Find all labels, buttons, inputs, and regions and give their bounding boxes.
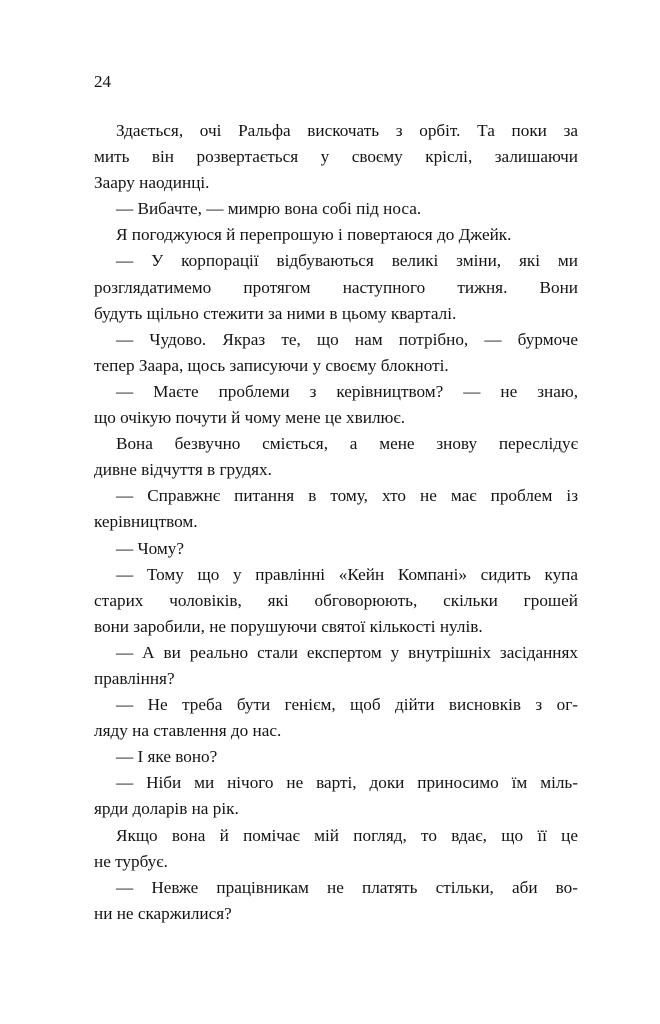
text-line: Вона безвучно сміється, а мене знову переслідує	[116, 434, 578, 454]
text-line: ярди доларів на рік.	[94, 799, 239, 819]
body-text	[94, 118, 578, 927]
text-line: — Ніби ми нічого не варті, доки приносимо їм міль-	[116, 773, 578, 793]
text-line: — Тому що у правлінні «Кейн Компані» сидить купа	[116, 564, 578, 584]
text-line: — У корпорації відбуваються великі зміни, які ми	[116, 251, 578, 271]
text-line: тепер Заара, щось записуючи у своєму блокноті.	[94, 355, 449, 375]
text-line: — А ви реально стали експертом у внутрішніх засіданнях	[116, 642, 578, 662]
text-line: Заару наодинці.	[94, 173, 210, 193]
text-line: ни не скаржилися?	[94, 903, 232, 923]
text-line: розглядатимемо протягом наступного тижня. Вони	[94, 277, 578, 297]
text-line: — Маєте проблеми з керівництвом? — не знаю,	[116, 381, 578, 401]
text-line: дивне відчуття в грудях.	[94, 460, 272, 480]
text-line: мить він розвертається у своєму кріслі, залишаючи	[94, 147, 578, 167]
text-line: будуть щільно стежити за ними в цьому кварталі.	[94, 303, 457, 323]
text-line: що очікую почути й чому мене це хвилює.	[94, 408, 406, 428]
text-line: вони заробили, не порушуючи святої кількості нулів.	[94, 616, 483, 636]
text-line: — Невже працівникам не платять стільки, аби во-	[116, 877, 578, 897]
text-line: — Вибачте, — мимрю вона собі під носа.	[116, 199, 422, 219]
text-line: старих чоловіків, які обговорюють, скільки грошей	[94, 590, 578, 610]
text-line: Здається, очі Ральфа вискочать з орбіт. Та поки за	[116, 121, 578, 140]
text-line: — Чому?	[116, 538, 185, 558]
page-number: 24	[94, 72, 111, 91]
text-line: правління?	[94, 668, 175, 688]
text-line: — Чудово. Якраз те, що нам потрібно, — бурмоче	[116, 329, 578, 349]
text-line: керівництвом.	[94, 512, 198, 532]
text-line: — Справжнє питання в тому, хто не має проблем із	[116, 486, 578, 506]
text-line: Я погоджуюся й перепрошую і повертаюся до Джейк.	[116, 225, 512, 245]
text-line: — Не треба бути генієм, щоб дійти висновків з ог-	[116, 695, 578, 715]
text-line: — І яке воно?	[116, 747, 218, 767]
text-line: ляду на ставлення до нас.	[94, 721, 282, 741]
text-line: Якщо вона й помічає мій погляд, то вдає, що її це	[116, 825, 578, 845]
text-line: не турбує.	[94, 851, 168, 871]
